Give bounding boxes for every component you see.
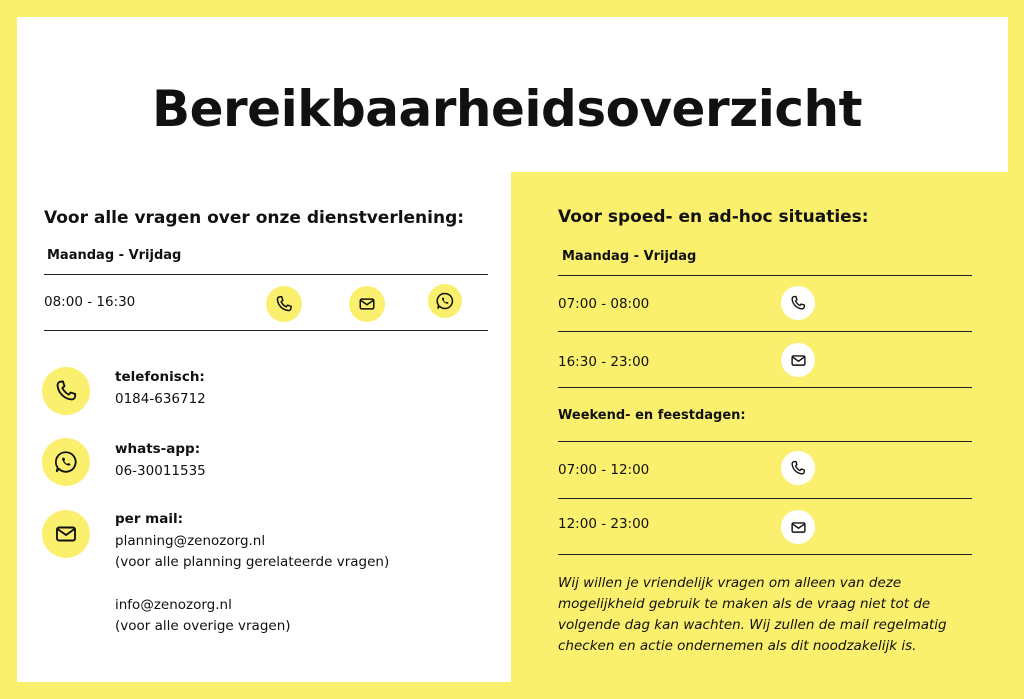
contact-label: telefonisch:: [115, 369, 205, 385]
time-slot: 16:30 - 23:00: [558, 354, 650, 370]
email-info[interactable]: info@zenozorg.nl: [115, 597, 232, 613]
contact-label: per mail:: [115, 511, 184, 527]
email-info-note: (voor alle overige vragen): [115, 618, 291, 634]
page-title: Bereikbaarheidsoverzicht: [152, 80, 862, 138]
left-hours: 08:00 - 16:30: [44, 294, 136, 310]
divider: [558, 331, 972, 332]
email-planning[interactable]: planning@zenozorg.nl: [115, 533, 266, 549]
phone-icon[interactable]: [266, 286, 302, 322]
note-text: Wij willen je vriendelijk vragen om alleen van deze mogelijkheid gebruik te maken als de vraag niet tot de volgende dag kan wachten. Wij zullen de mail regelmatig checken en actie ondernemen als dit noodzakelijk is.: [558, 575, 947, 654]
whatsapp-icon[interactable]: [428, 284, 462, 318]
mail-icon: [42, 510, 90, 558]
phone-icon: [42, 367, 90, 415]
time-slot: 07:00 - 12:00: [558, 462, 650, 478]
mail-icon[interactable]: [781, 510, 815, 544]
whatsapp-number[interactable]: 06-30011535: [115, 463, 206, 479]
divider: [558, 554, 972, 555]
phone-number[interactable]: 0184-636712: [115, 391, 206, 407]
contact-label: whats-app:: [115, 441, 201, 457]
phone-icon[interactable]: [781, 451, 815, 485]
right-weekdays-label: Maandag - Vrijdag: [562, 249, 697, 264]
left-days-label: Maandag - Vrijdag: [47, 248, 182, 263]
mail-icon[interactable]: [781, 343, 815, 377]
weekend-label: Weekend- en feestdagen:: [558, 408, 746, 423]
email-planning-note: (voor alle planning gerelateerde vragen): [115, 554, 390, 570]
time-slot: 12:00 - 23:00: [558, 516, 650, 532]
whatsapp-icon: [42, 438, 90, 486]
divider: [558, 387, 972, 388]
phone-icon[interactable]: [781, 286, 815, 320]
divider: [558, 441, 972, 442]
divider: [44, 274, 488, 275]
divider: [44, 330, 488, 331]
mail-icon[interactable]: [349, 286, 385, 322]
left-heading: Voor alle vragen over onze dienstverlening:: [44, 208, 465, 228]
right-heading: Voor spoed- en ad-hoc situaties:: [558, 207, 869, 227]
time-slot: 07:00 - 08:00: [558, 296, 650, 312]
divider: [558, 275, 972, 276]
divider: [558, 498, 972, 499]
